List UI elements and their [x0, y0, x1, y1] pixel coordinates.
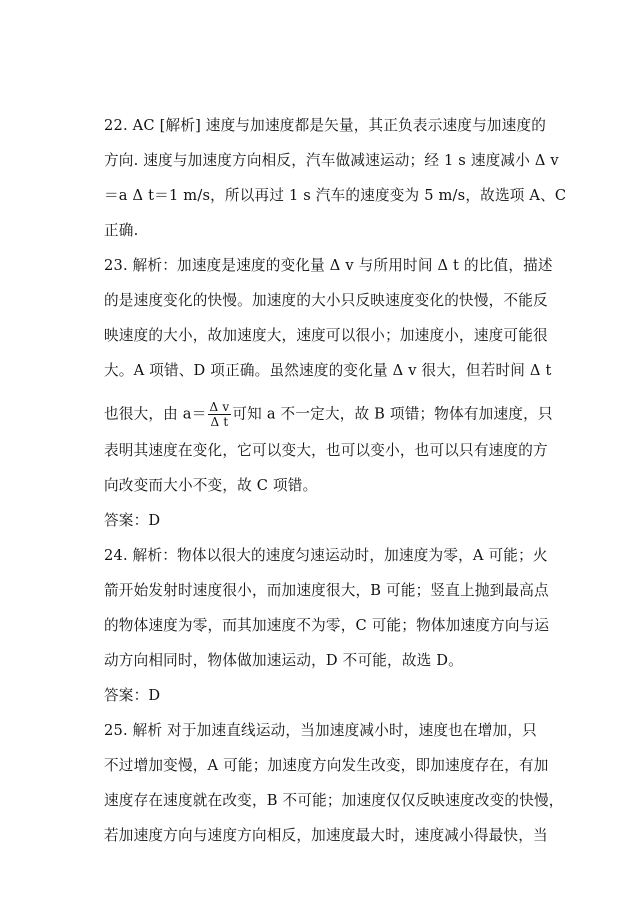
q23-line-7: 向改变而大小不变，故 C 项错。	[104, 477, 318, 494]
q23-answer: 答案：D	[104, 512, 161, 529]
q24-answer: 答案：D	[104, 687, 161, 704]
q24-line-4: 动方向相同时，物体做加速运动，D 不可能，故选 D。	[104, 652, 463, 669]
fraction-denominator: Δ t	[210, 415, 229, 429]
q23-line-5	[104, 400, 553, 429]
fraction-numerator: Δ v	[209, 400, 230, 414]
delta-v-over-delta-t-fraction	[208, 400, 232, 429]
q25-line-4: 若加速度方向与速度方向相反，加速度最大时，速度减小得最快，当	[104, 827, 548, 844]
q22-line-4: 正确.	[104, 222, 139, 239]
q24-line-2: 箭开始发射时速度很小，而加速度很大，B 可能；竖直上抛到最高点	[104, 582, 549, 599]
q22-line-2: 方向. 速度与加速度方向相反，汽车做减速运动；经 1 s 速度减小 Δ v	[104, 152, 559, 169]
q23-line-2: 的是速度变化的快慢。加速度的大小只反映速度变化的快慢，不能反	[104, 292, 548, 309]
q25-line-3: 速度存在速度就在改变，B 不可能；加速度仅仅反映速度改变的快慢，	[104, 792, 564, 809]
q23-line-5-post: 可知 a 不一定大，故 B 项错；物体有加速度，只	[232, 405, 553, 423]
q24-line-3: 的物体速度为零，而其加速度不为零，C 可能；物体加速度方向与运	[104, 617, 550, 634]
q23-line-3: 映速度的大小，故加速度大，速度可以很小；加速度小，速度可能很	[104, 327, 548, 344]
q23-line-4: 大。A 项错、D 项正确。虽然速度的变化量 Δ v 很大，但若时间 Δ t	[104, 362, 552, 379]
q22-line-3: ＝a Δ t＝1 m/s，所以再过 1 s 汽车的速度变为 5 m/s，故选项 A、C	[104, 187, 567, 204]
q23-line-6: 表明其速度在变化，它可以变大，也可以变小，也可以只有速度的方	[104, 442, 548, 459]
q22-line-1: 22. AC [解析] 速度与加速度都是矢量，其正负表示速度与加速度的	[104, 117, 547, 134]
q25-line-2: 不过增加变慢，A 可能；加速度方向发生改变，即加速度存在，有加	[104, 757, 549, 774]
q25-line-1: 25. 解析 对于加速直线运动，当加速度减小时，速度也在增加，只	[104, 722, 537, 739]
q24-line-1: 24. 解析：物体以很大的速度匀速运动时，加速度为零，A 可能；火	[104, 547, 548, 564]
q23-line-5-pre: 也很大，由 a＝	[104, 405, 207, 423]
q23-line-1: 23. 解析：加速度是速度的变化量 Δ v 与所用时间 Δ t 的比值，描述	[104, 257, 553, 274]
